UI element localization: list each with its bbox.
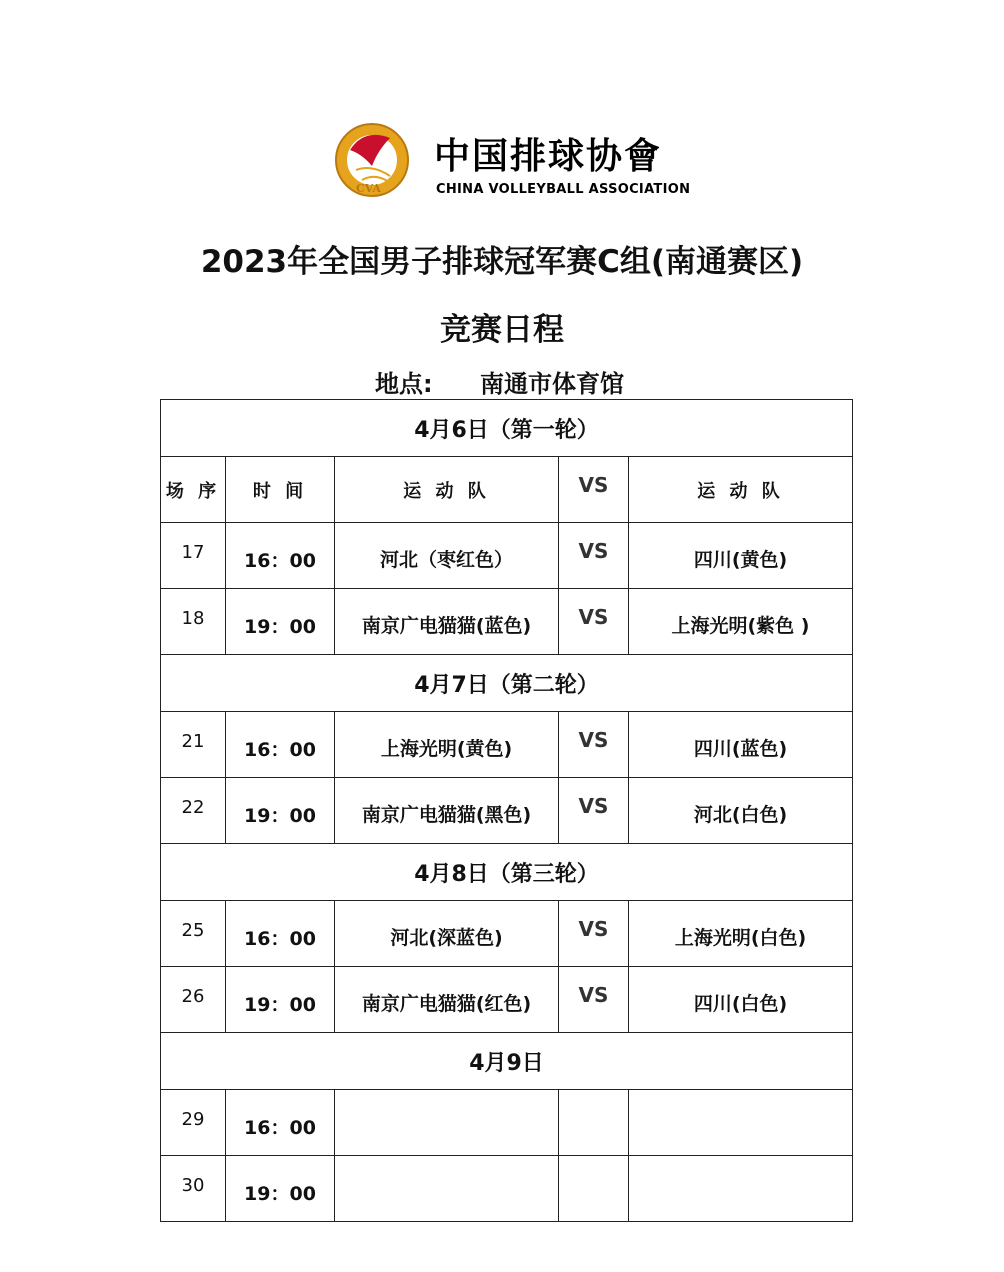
day-row	[161, 655, 853, 712]
match-row	[161, 967, 853, 1033]
match-row	[161, 901, 853, 967]
day-title: 4月6日（第一轮）	[161, 400, 853, 457]
schedule-table	[160, 399, 853, 1222]
match-vs: VS	[559, 967, 629, 1033]
match-time: 16：00	[226, 1090, 335, 1156]
venue-value: 南通市体育馆	[480, 370, 624, 398]
match-team2: 河北(白色)	[629, 778, 853, 844]
match-row	[161, 589, 853, 655]
match-number: 30	[161, 1156, 226, 1222]
match-team1	[335, 1156, 559, 1222]
day-title: 4月9日	[161, 1033, 853, 1090]
page-subtitle: 竞赛日程	[440, 312, 564, 348]
match-team2: 上海光明(白色)	[629, 901, 853, 967]
volleyball-emblem-icon	[332, 120, 412, 200]
match-team1	[335, 1090, 559, 1156]
match-team1: 河北（枣红色）	[335, 523, 559, 589]
match-team1: 河北(深蓝色)	[335, 901, 559, 967]
cva-logo	[330, 112, 691, 208]
match-number: 25	[161, 901, 226, 967]
match-time: 16：00	[226, 712, 335, 778]
page-title: 2023年全国男子排球冠军赛C组(南通赛区)	[200, 244, 804, 280]
header-order: 场 序	[161, 457, 226, 523]
day-title: 4月8日（第三轮）	[161, 844, 853, 901]
match-time: 19：00	[226, 589, 335, 655]
venue-line	[375, 364, 624, 399]
match-team1: 南京广电猫猫(红色)	[335, 967, 559, 1033]
logo-english-name: CHINA VOLLEYBALL ASSOCIATION	[436, 182, 691, 197]
match-time: 16：00	[226, 901, 335, 967]
match-vs: VS	[559, 589, 629, 655]
match-time: 19：00	[226, 778, 335, 844]
day-title: 4月7日（第二轮）	[161, 655, 853, 712]
logo-chinese-name: 中国排球协會	[434, 135, 663, 177]
match-team2: 上海光明(紫色 )	[629, 589, 853, 655]
header-vs: VS	[559, 457, 629, 523]
match-time: 19：00	[226, 967, 335, 1033]
match-vs: VS	[559, 712, 629, 778]
match-time: 19：00	[226, 1156, 335, 1222]
match-number: 18	[161, 589, 226, 655]
match-time: 16：00	[226, 523, 335, 589]
match-number: 22	[161, 778, 226, 844]
match-team1: 南京广电猫猫(黑色)	[335, 778, 559, 844]
match-team2	[629, 1090, 853, 1156]
match-vs	[559, 1090, 629, 1156]
match-number: 17	[161, 523, 226, 589]
day-row	[161, 1033, 853, 1090]
day-row	[161, 400, 853, 457]
match-number: 26	[161, 967, 226, 1033]
match-number: 21	[161, 712, 226, 778]
match-team1: 南京广电猫猫(蓝色)	[335, 589, 559, 655]
match-row	[161, 712, 853, 778]
header-team2: 运 动 队	[629, 457, 853, 523]
match-row	[161, 1090, 853, 1156]
match-vs: VS	[559, 523, 629, 589]
match-team1: 上海光明(黄色)	[335, 712, 559, 778]
match-vs: VS	[559, 778, 629, 844]
match-vs	[559, 1156, 629, 1222]
match-team2	[629, 1156, 853, 1222]
header-time: 时 间	[226, 457, 335, 523]
match-vs: VS	[559, 901, 629, 967]
header-row	[161, 457, 853, 523]
match-number: 29	[161, 1090, 226, 1156]
match-row	[161, 1156, 853, 1222]
venue-label: 地点:	[375, 370, 433, 398]
header-team1: 运 动 队	[335, 457, 559, 523]
day-row	[161, 844, 853, 901]
match-team2: 四川(黄色)	[629, 523, 853, 589]
emblem-text: CVA	[356, 182, 381, 195]
match-row	[161, 778, 853, 844]
match-team2: 四川(蓝色)	[629, 712, 853, 778]
match-team2: 四川(白色)	[629, 967, 853, 1033]
match-row	[161, 523, 853, 589]
